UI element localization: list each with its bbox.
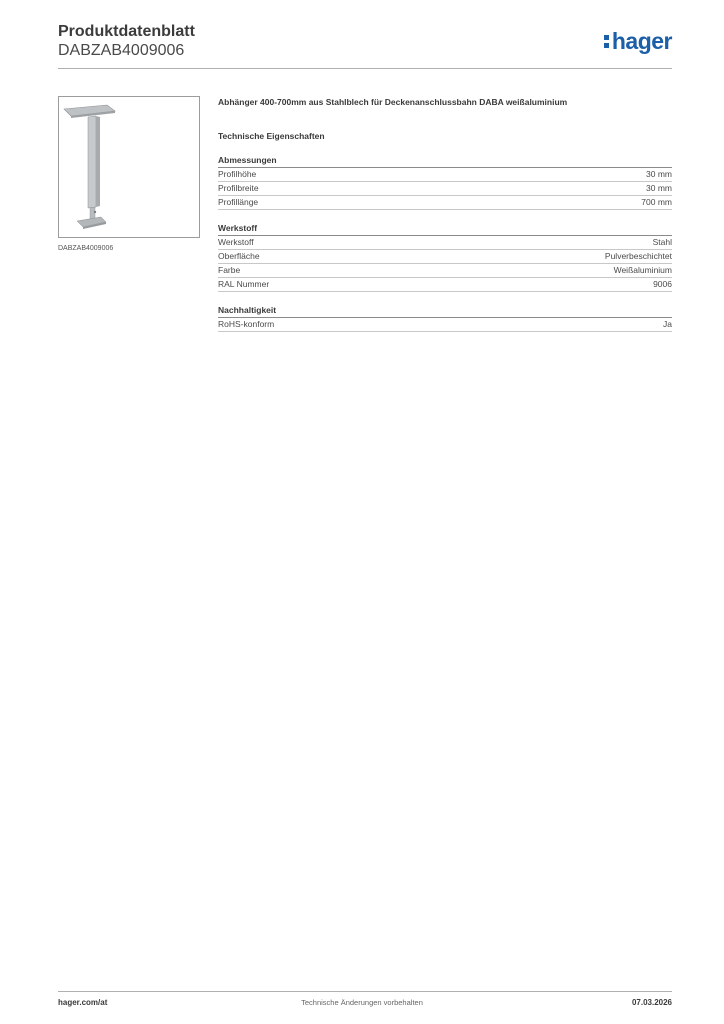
row-label: Oberfläche bbox=[218, 251, 260, 261]
product-image-frame bbox=[58, 96, 200, 238]
header-divider bbox=[58, 68, 672, 69]
hager-logo[interactable] bbox=[604, 28, 672, 54]
table-row bbox=[218, 318, 672, 332]
group-nachhaltigkeit bbox=[218, 305, 672, 332]
footer-date: 07.03.2026 bbox=[631, 998, 672, 1007]
product-content bbox=[218, 96, 672, 332]
document-header bbox=[58, 22, 195, 60]
row-value: 30 mm bbox=[646, 169, 672, 179]
table-row bbox=[218, 264, 672, 278]
table-row bbox=[218, 236, 672, 250]
group-title: Abmessungen bbox=[218, 155, 672, 168]
footer-website-link[interactable]: hager.com/at bbox=[58, 998, 108, 1007]
image-caption: DABZAB4009006 bbox=[58, 245, 114, 252]
row-value: Ja bbox=[663, 319, 672, 329]
logo-colon-icon bbox=[604, 33, 610, 49]
row-label: Profilhöhe bbox=[218, 169, 257, 179]
product-description: Abhänger 400-700mm aus Stahlblech für Deckenanschlussbahn DABA weißaluminium bbox=[218, 97, 568, 107]
group-werkstoff bbox=[218, 223, 672, 292]
row-value: 9006 bbox=[653, 279, 672, 289]
footer-divider bbox=[58, 991, 672, 992]
document-title: Produktdatenblatt bbox=[58, 23, 195, 40]
row-label: Profillänge bbox=[218, 197, 259, 207]
section-title: Technische Eigenschaften bbox=[218, 131, 325, 141]
row-value: 700 mm bbox=[641, 197, 672, 207]
row-value: 30 mm bbox=[646, 183, 672, 193]
table-row bbox=[218, 182, 672, 196]
row-value: Pulverbeschichtet bbox=[604, 251, 672, 261]
table-row bbox=[218, 196, 672, 210]
table-row bbox=[218, 278, 672, 292]
row-label: RAL Nummer bbox=[218, 279, 270, 289]
row-value: Stahl bbox=[652, 237, 672, 247]
group-title: Werkstoff bbox=[218, 223, 672, 236]
product-image bbox=[59, 97, 199, 237]
row-label: RoHS-konform bbox=[218, 319, 275, 329]
row-label: Farbe bbox=[218, 265, 241, 275]
group-title: Nachhaltigkeit bbox=[218, 305, 672, 318]
product-code: DABZAB4009006 bbox=[58, 42, 185, 59]
row-value: Weißaluminium bbox=[613, 265, 672, 275]
footer-disclaimer: Technische Änderungen vorbehalten bbox=[301, 998, 423, 1007]
table-row bbox=[218, 250, 672, 264]
row-label: Werkstoff bbox=[218, 237, 254, 247]
group-abmessungen bbox=[218, 155, 672, 210]
row-label: Profilbreite bbox=[218, 183, 259, 193]
logo-text: hager bbox=[611, 28, 672, 54]
table-row bbox=[218, 168, 672, 182]
